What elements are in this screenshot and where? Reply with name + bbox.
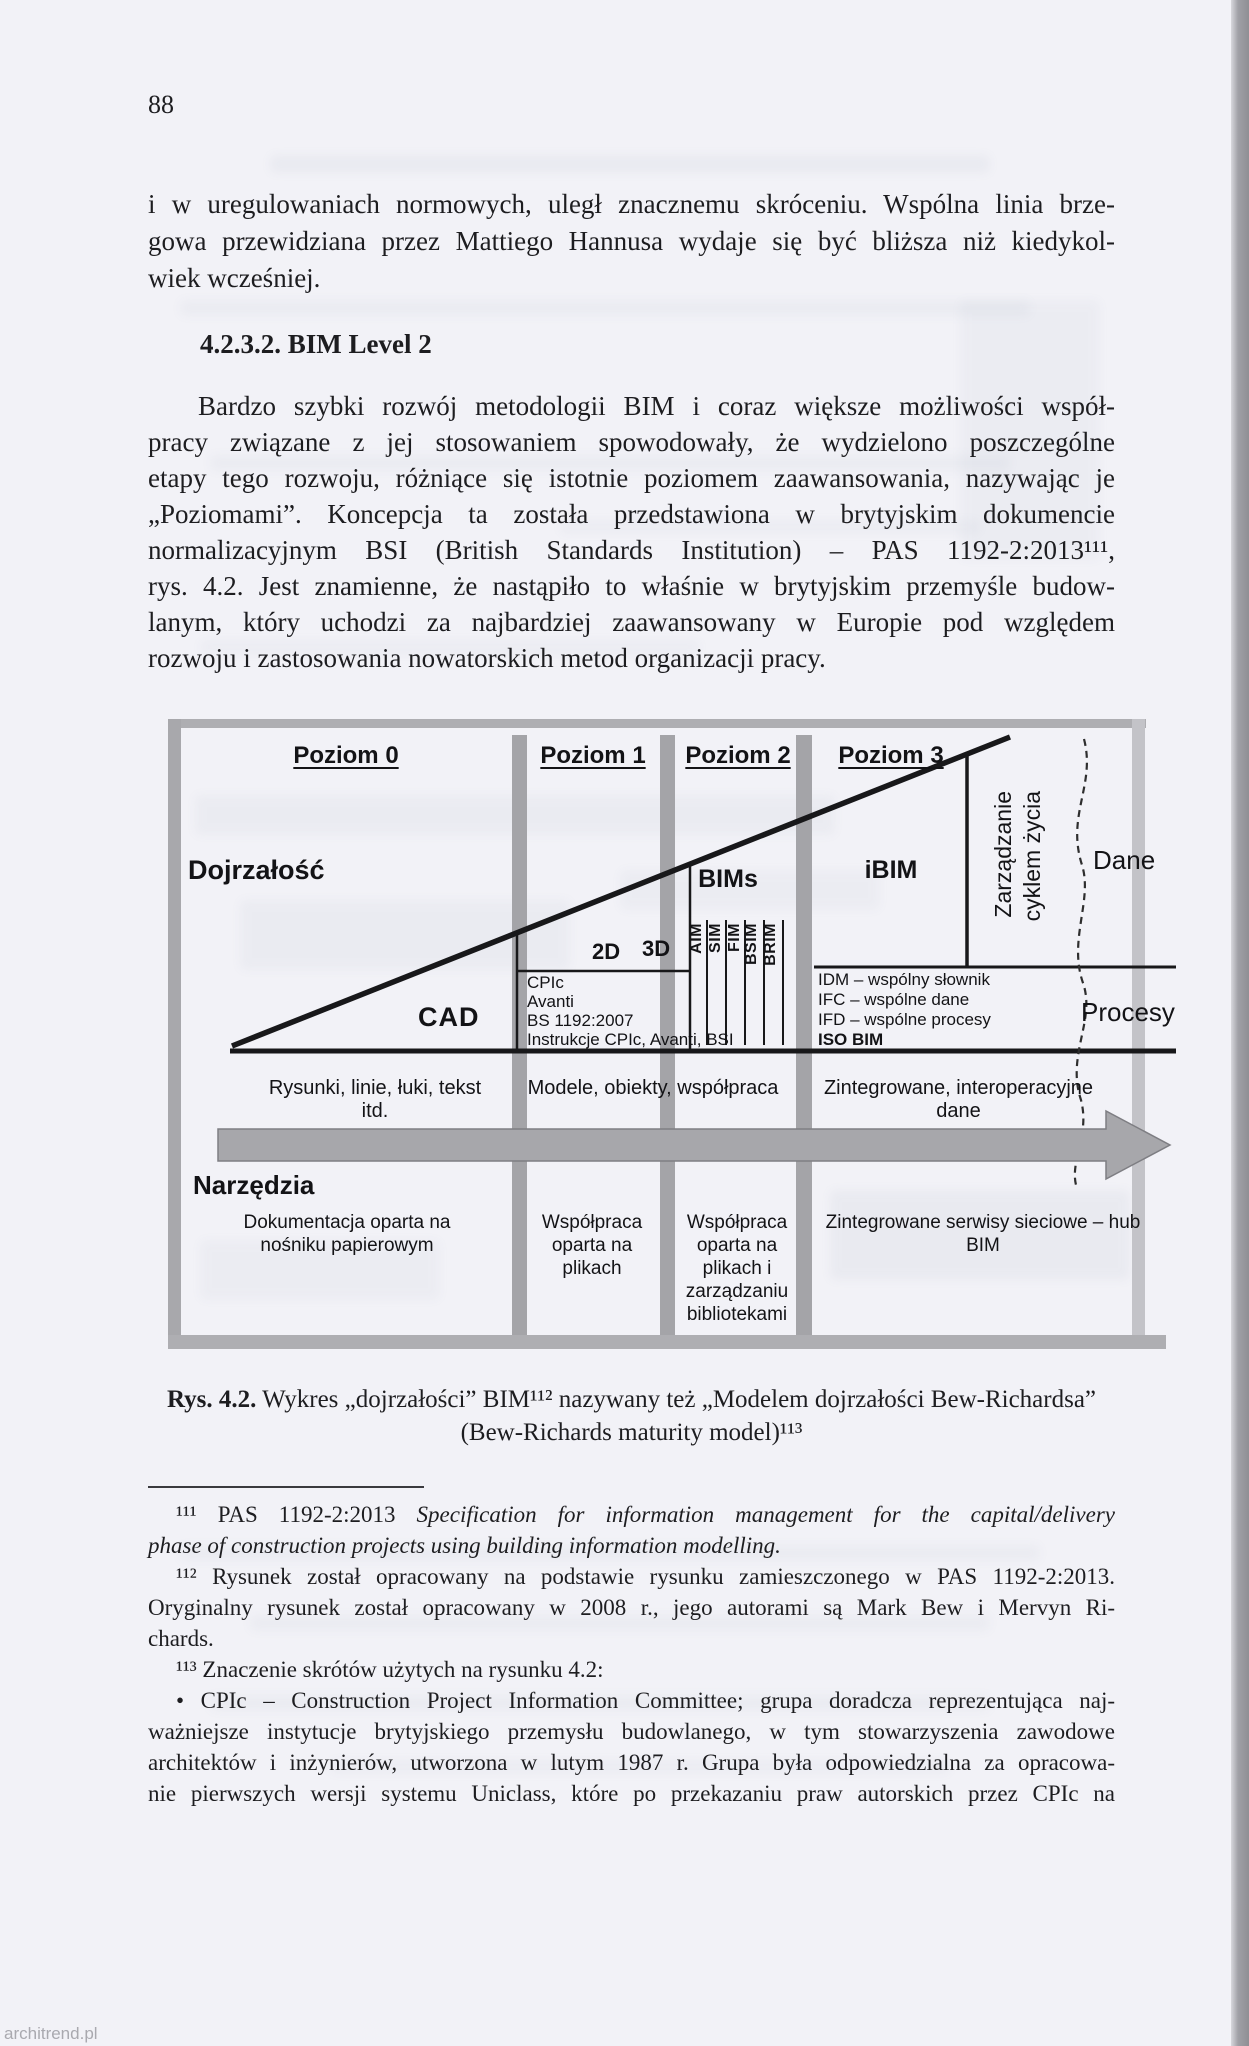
footnote-text-italic: Specification for information management for the capital/delivery	[416, 1502, 1115, 1527]
model-label-fim: FIM	[726, 923, 743, 953]
page-number: 88	[148, 90, 174, 119]
paragraph-line: lanym, który uchodzi za najbardziej zaawansowany w Europie pod względem	[148, 607, 1115, 637]
standards-line: Instrukcje CPIc, Avanti, BSI	[527, 1030, 734, 1049]
frame-bottom-bar	[168, 1335, 1166, 1349]
paragraph-line: rys. 4.2. Jest znamienne, że nastąpiło to właśnie w brytyjskim przemyśle budow-	[148, 571, 1115, 601]
column-divider	[512, 735, 527, 1335]
caption-text: Wykres „dojrzałości” BIM¹¹² nazywany też „Modelem dojrzałości Bew-Richardsa”	[256, 1386, 1097, 1413]
footnote-line: ¹¹³ Znaczenie skrótów użytych na rysunku 4.2:	[176, 1657, 604, 1682]
paragraph-line: gowa przewidziana przez Mattiego Hannusa wydaje się być bliższa niż kiedykol-	[148, 226, 1115, 256]
level-header-3: Poziom 3	[838, 742, 944, 769]
standards-line: ISO BIM	[818, 1030, 884, 1049]
paragraph-line: normalizacyjnym BSI (British Standards Institution) – PAS 1192-2:2013¹¹¹,	[148, 535, 1115, 565]
tools-descriptor-level3: Zintegrowane serwisy sieciowe – hub BIM	[825, 1212, 1141, 1256]
tools-descriptor-level1: Współpraca oparta na plikach	[541, 1212, 643, 1279]
paragraph-line: pracy związane z jej stosowaniem spowodowały, że wydzielono poszczególne	[148, 427, 1115, 457]
caption-line	[148, 1383, 1115, 1416]
footnote-line: nie pierwszych wersji systemu Uniclass, które po przekazaniu praw autorskich przez CPIc na	[148, 1781, 1115, 1806]
paragraph-line: wiek wcześniej.	[148, 263, 321, 293]
caption-line: (Bew-Richards maturity model)¹¹³	[460, 1419, 803, 1446]
footnote-line: architektów i inżynierów, utworzona w lutym 1987 r. Grupa była odpowiedzialna za opracowa-	[148, 1750, 1115, 1775]
paragraph-line: Bardzo szybki rozwój metodologii BIM i coraz większe możliwości współ-	[198, 391, 1115, 421]
standards-line: IFC – wspólne dane	[818, 990, 970, 1009]
footnote-line: phase of construction projects using building information modelling.	[148, 1533, 781, 1558]
processes-label: Procesy	[1081, 997, 1175, 1027]
standards-line: Avanti	[527, 992, 574, 1011]
scan-edge-band	[1231, 0, 1249, 2046]
footnote-line: ¹¹² Rysunek został opracowany na podstawie rysunku zamieszczonego w PAS 1192-2:2013.	[176, 1564, 1115, 1589]
footnote-separator	[148, 1486, 424, 1488]
figure-caption	[148, 1383, 1115, 1449]
footnote-line	[148, 1499, 1115, 1530]
footnote-line: • CPIc – Construction Project Information Committee; grupa doradcza reprezentująca naj-	[176, 1688, 1115, 1713]
row-descriptor-level3: Zintegrowane, interoperacyjne dane	[823, 1077, 1094, 1122]
frame-top-bar	[168, 719, 1146, 728]
lifecycle-label-line1: Zarządzanie	[990, 791, 1016, 918]
row-descriptor-level0: Rysunki, linie, łuki, tekst itd.	[268, 1077, 482, 1122]
bleed-through-artifact	[270, 155, 990, 173]
paragraph-line: rozwoju i zastosowania nowatorskich metod organizacji pracy.	[148, 643, 826, 673]
watermark: architrend.pl	[4, 2024, 98, 2043]
paragraph	[148, 388, 1115, 676]
level3-standards-list	[818, 970, 991, 1050]
footnote-line: chards.	[148, 1626, 214, 1651]
tools-descriptor-level0: Dokumentacja oparta na nośniku papierowym	[243, 1212, 451, 1256]
frame-left-bar	[168, 719, 181, 1349]
standards-line: IDM – wspólny słownik	[818, 970, 990, 989]
footnote-text: ¹¹¹ PAS 1192-2:2013	[176, 1502, 417, 1527]
level-header-1: Poziom 1	[540, 742, 646, 769]
model-label-sim: SIM	[707, 923, 724, 953]
column-divider	[796, 735, 812, 1335]
tools-axis-label: Narzędzia	[193, 1170, 315, 1200]
standards-line: CPIc	[527, 973, 564, 992]
bim-maturity-diagram	[168, 715, 1180, 1363]
data-label: Dane	[1093, 845, 1156, 875]
model-label-bsim: BSIM	[743, 923, 760, 965]
tools-descriptor-level2: Współpraca oparta na plikach i zarządzaniu bibliotekami	[685, 1212, 789, 1325]
lifecycle-label-line2: cyklem życia	[1019, 791, 1045, 922]
paragraph-line: etapy tego rozwoju, różniące się istotnie poziomem zaawansowania, nazywając je	[148, 463, 1115, 493]
bleed-through-artifact	[180, 300, 1030, 316]
model-label-aim: AIM	[688, 923, 705, 954]
bims-label: BIMs	[698, 865, 758, 893]
level-header-2: Poziom 2	[685, 742, 791, 769]
2d-label: 2D	[592, 939, 621, 964]
section-heading: 4.2.3.2. BIM Level 2	[200, 329, 432, 359]
cad-label: CAD	[418, 1002, 480, 1032]
3d-label: 3D	[642, 936, 671, 961]
maturity-axis-label: Dojrzałość	[188, 855, 325, 885]
level-header-0: Poziom 0	[293, 742, 399, 769]
footnote-line: Oryginalny rysunek został opracowany w 2008 r., jego autorami są Mark Bew i Mervyn Ri-	[148, 1595, 1115, 1620]
paragraph-line: „Poziomami”. Koncepcja ta została przedstawiona w brytyjskim dokumencie	[148, 499, 1115, 529]
ibim-label: iBIM	[864, 856, 918, 884]
standards-line: IFD – wspólne procesy	[818, 1010, 991, 1029]
caption-label: Rys. 4.2.	[166, 1386, 257, 1413]
paragraph-line: i w uregulowaniach normowych, uległ znacznemu skróceniu. Wspólna linia brze-	[148, 189, 1115, 219]
footnote-line: ważniejsze instytucje brytyjskiego przemysłu budowlanego, w tym stowarzyszenia zawodowe	[148, 1719, 1115, 1744]
row-descriptor-level12: Modele, obiekty, współpraca	[527, 1077, 779, 1099]
footnotes	[148, 1499, 1115, 1809]
paragraph	[148, 186, 1115, 297]
standards-line: BS 1192:2007	[527, 1011, 634, 1030]
level1-standards-list	[527, 973, 734, 1049]
model-label-brim: BRIM	[762, 923, 779, 966]
